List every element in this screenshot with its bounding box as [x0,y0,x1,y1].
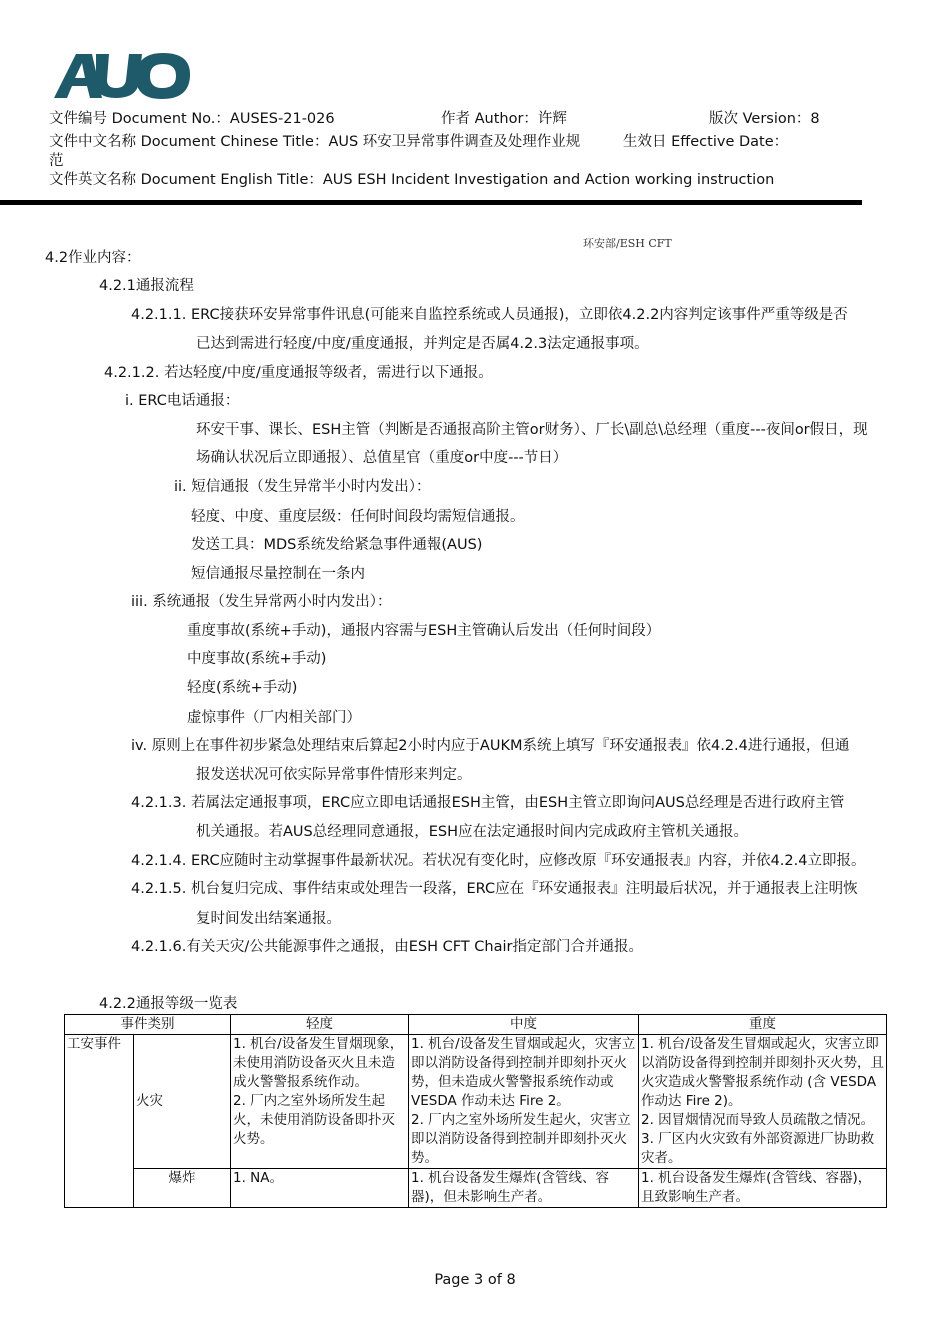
para-4-2-1-1-b: 已达到需进行轻度/中度/重度通报，并判定是否属4.2.3法定通报事项。 [196,336,649,352]
item-iii: iii. 系统通报（发生异常两小时内发出）： [131,594,392,610]
dept-note: 环安部/ESH CFT [583,237,672,250]
item-i-b: 场确认状况后立即通报）、总值星官（重度or中度---节日） [196,450,568,466]
doc-cn-title: 文件中文名称 Document Chinese Title：AUS 环安卫异常事件调查及处理作业规 [49,134,581,150]
para-4-2-1-5-b: 复时间发出结案通报。 [196,911,341,927]
doc-version: 版次 Version：8 [709,111,820,127]
item-ii-a: 轻度、中度、重度层级：任何时间段均需短信通报。 [191,509,525,525]
auo-logo [52,50,192,100]
table-row-type: 火灾 [134,1035,231,1169]
table-header-row [65,1015,887,1035]
para-4-2-1-1-a: 4.2.1.1. ERC接获环安异常事件讯息(可能来自监控系统或人员通报)，立即依4.2.2内容判定该事件严重等级是否 [131,307,848,323]
table-header-category: 事件类别 [65,1015,231,1035]
table-cell-heavy: 1. 机台设备发生爆炸(含管线、容器)，且致影响生产者。 [639,1169,887,1208]
item-iv-b: 报发送状况可依实际异常事件情形来判定。 [196,767,472,783]
para-4-2-1-4: 4.2.1.4. ERC应随时主动掌握事件最新状况。若状况有变化时，应修改原『环安通报表』内容，并依4.2.4立即报。 [131,853,866,869]
para-4-2-1-5-a: 4.2.1.5. 机台复归完成、事件结束或处理告一段落，ERC应在『环安通报表』注明最后状况，并于通报表上注明恢 [131,881,858,897]
section-4-2-1: 4.2.1通报流程 [99,278,194,294]
table-row [65,1169,887,1208]
table-cell-light: 1. NA。 [231,1169,409,1208]
item-ii-b: 发送工具：MDS系统发给紧急事件通報(AUS) [191,537,483,553]
table-cell-medium: 1. 机台设备发生爆炸(含管线、容器)，但未影响生产者。 [409,1169,639,1208]
doc-author: 作者 Author：许辉 [441,111,567,127]
header-rule [0,200,862,205]
item-ii: ii. 短信通报（发生异常半小时内发出）： [174,479,431,495]
para-4-2-1-2: 4.2.1.2. 若达轻度/中度/重度通报等级者，需进行以下通报。 [104,365,493,381]
doc-number: 文件编号 Document No.：AUSES-21-026 [49,111,335,127]
table-cell-light: 1. 机台/设备发生冒烟现象，未使用消防设备灭火且未造成火警警报系统作动。 2. 厂内之室外场所发生起火，未使用消防设备即扑灭火势。 [231,1035,409,1169]
item-ii-c: 短信通报尽量控制在一条内 [191,566,365,582]
item-i: i. ERC电话通报： [125,393,240,409]
para-4-2-1-3-b: 机关通报。若AUS总经理同意通报，ESH应在法定通报时间内完成政府主管机关通报。 [196,824,749,840]
item-iii-d: 虚惊事件（厂内相关部门） [187,710,361,726]
table-group-label: 工安事件 [65,1035,134,1208]
item-iii-b: 中度事故(系统+手动) [187,651,327,667]
para-4-2-1-3-a: 4.2.1.3. 若属法定通报事项，ERC应立即电话通报ESH主管，由ESH主管立即询问AUS总经理是否进行政府主管 [131,795,845,811]
doc-effective-date: 生效日 Effective Date： [623,134,789,150]
table-cell-heavy: 1. 机台/设备发生冒烟或起火，灾害立即以消防设备得到控制并即刻扑灭火势，且火灾造成火警警报系统作动 (含 VESDA 作动达 Fire 2)。 2. 因冒烟情况而导致人员疏散之情况。 3. 厂区内火灾致有外部资源进厂协助救灾者。 [639,1035,887,1169]
item-iii-a: 重度事故(系统+手动)，通报内容需与ESH主管确认后发出（任何时间段） [187,623,661,639]
table-header-heavy: 重度 [639,1015,887,1035]
table-header-medium: 中度 [409,1015,639,1035]
item-iii-c: 轻度(系统+手动) [187,680,298,696]
table-cell-medium: 1. 机台/设备发生冒烟或起火，灾害立即以消防设备得到控制并即刻扑灭火势，但未造成火警警报系统作动或 VESDA 作动未达 Fire 2。 2. 厂内之室外场所发生起火，灾害立即以消防设备得到控制并即刻扑灭火势。 [409,1035,639,1169]
doc-cn-title-wrap: 范 [49,153,64,169]
page-footer: Page 3 of 8 [434,1272,516,1288]
para-4-2-1-6: 4.2.1.6.有关天灾/公共能源事件之通报，由ESH CFT Chair指定部门合并通报。 [131,939,643,955]
section-4-2: 4.2作业内容： [45,250,141,266]
table-row [65,1035,887,1169]
notification-level-table [64,1014,887,1208]
section-4-2-2: 4.2.2通报等级一览表 [99,996,238,1012]
doc-en-title: 文件英文名称 Document English Title：AUS ESH Incident Investigation and Action working instruction [49,172,775,188]
table-row-type: 爆炸 [134,1169,231,1208]
item-i-a: 环安干事、课长、ESH主管（判断是否通报高阶主管or财务）、厂长\副总\总经理（重度---夜间or假日，现 [196,422,868,438]
table-header-light: 轻度 [231,1015,409,1035]
item-iv-a: iv. 原则上在事件初步紧急处理结束后算起2小时内应于AUKM系统上填写『环安通报表』依4.2.4进行通报，但通 [131,738,850,754]
